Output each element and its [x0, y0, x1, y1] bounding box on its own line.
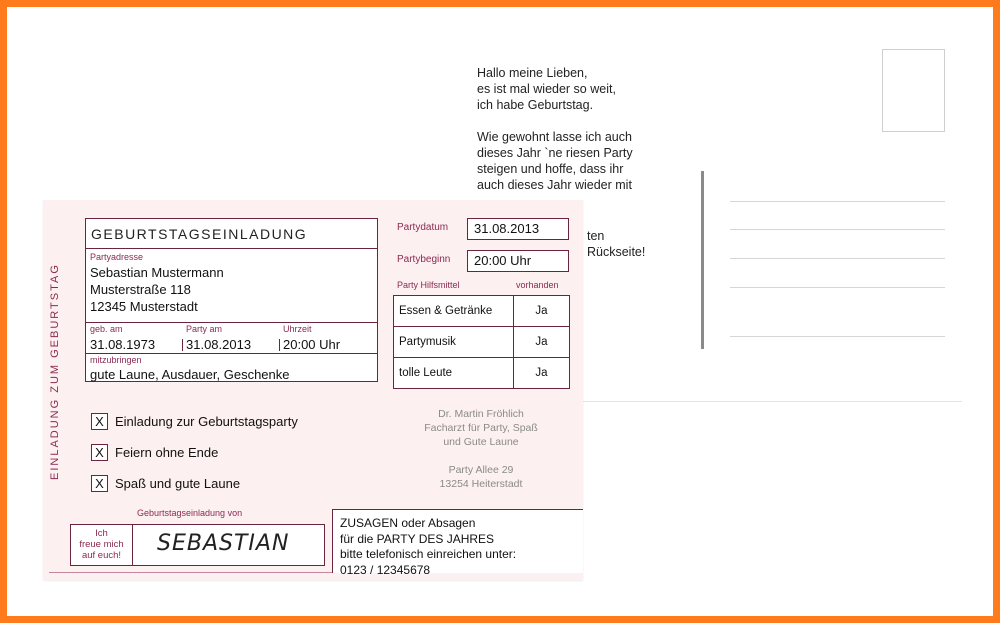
party-date-field: 31.08.2013: [467, 218, 569, 240]
rsvp-line: 0123 / 12345678: [340, 562, 431, 577]
letter-line: Hallo meine Lieben,: [477, 66, 588, 80]
party-start-field: 20:00 Uhr: [467, 250, 569, 272]
rsvp-box: [332, 509, 583, 577]
address-line: [730, 201, 945, 202]
birthdate-label: geb. am: [90, 324, 123, 334]
signature-name: SEBASTIAN: [157, 531, 290, 556]
party-date-field-label: Partydatum: [397, 222, 449, 233]
letter-line: auch dieses Jahr wieder mit: [477, 178, 632, 192]
birthdate-value: 31.08.1973: [90, 337, 156, 352]
note-line: Ich: [95, 528, 108, 539]
rsvp-line: bitte telefonisch einreichen unter:: [340, 547, 517, 561]
letter-text: [477, 65, 677, 209]
party-start-label: Partybeginn: [397, 254, 451, 265]
address-line: [730, 258, 945, 259]
address-line: [730, 229, 945, 230]
letter-line: ich habe Geburtstag.: [477, 98, 594, 112]
address-city: 12345 Musterstadt: [90, 299, 198, 314]
invitation-card: [43, 200, 583, 580]
note-line: auf euch!: [81, 550, 122, 561]
helper-item: tolle Leute: [394, 358, 514, 389]
table-row: [394, 296, 570, 327]
doctor-line: und Gute Laune: [443, 436, 519, 448]
letter-line: dieses Jahr `ne riesen Party: [477, 146, 633, 160]
signature-note: [71, 525, 133, 565]
table-row: [394, 358, 570, 389]
checkbox-celebrate-label: Feiern ohne Ende: [115, 445, 219, 460]
divider-bar: [701, 171, 704, 349]
party-date-label: Party am: [186, 324, 223, 334]
available-header: vorhanden: [516, 280, 559, 290]
table-row: [394, 327, 570, 358]
note-line: freue mich: [79, 539, 124, 550]
party-address-label: Partyadresse: [90, 252, 144, 262]
address-street: Musterstraße 118: [90, 282, 191, 297]
letter-line: Wie gewohnt lasse ich auch: [477, 130, 632, 144]
postcard-sheet: [7, 7, 993, 616]
doctor-address: [403, 407, 559, 491]
signature-label: Geburtstagseinladung von: [137, 508, 243, 518]
doctor-line: Facharzt für Party, Spaß: [424, 422, 538, 434]
card-bottom-line: [49, 572, 332, 573]
address-line: [730, 287, 945, 288]
checkbox-fun[interactable]: X: [91, 475, 108, 492]
rsvp-line: ZUSAGEN oder Absagen: [340, 516, 476, 530]
helpers-header: Party Hilfsmittel: [397, 280, 460, 290]
guest-info-box: [85, 218, 378, 382]
separator-line: [582, 401, 962, 402]
rsvp-line: für die PARTY DES JAHRES: [340, 531, 495, 546]
card-side-title: EINLADUNG ZUM GEBURTSTAG: [49, 263, 61, 480]
helper-status: Ja: [514, 327, 570, 358]
address-name: Sebastian Mustermann: [90, 265, 224, 280]
helpers-table: [393, 295, 570, 389]
doctor-line: Party Allee 29: [448, 464, 514, 476]
letter-overflow: [587, 228, 645, 260]
letter-line: Rückseite!: [587, 245, 646, 259]
letter-line: steigen und hoffe, dass ihr: [477, 162, 624, 176]
checkbox-celebrate[interactable]: X: [91, 444, 108, 461]
doctor-line: Dr. Martin Fröhlich: [438, 408, 524, 420]
helper-status: Ja: [514, 296, 570, 327]
address-line: [730, 336, 945, 337]
doctor-line: 13254 Heiterstadt: [439, 478, 523, 490]
time-label: Uhrzeit: [283, 324, 312, 334]
signature-box: [70, 524, 325, 566]
letter-line: ten: [587, 229, 605, 243]
stamp-box: [882, 49, 945, 132]
card-title: GEBURTSTAGSEINLADUNG: [86, 219, 377, 249]
helper-item: Essen & Getränke: [394, 296, 514, 327]
bring-label: mitzubringen: [90, 355, 142, 365]
bring-value: gute Laune, Ausdauer, Geschenke: [90, 367, 290, 382]
helper-item: Partymusik: [394, 327, 514, 358]
party-date-value: 31.08.2013: [182, 339, 251, 351]
checkbox-invitation-label: Einladung zur Geburtstagsparty: [115, 414, 298, 429]
letter-line: es ist mal wieder so weit,: [477, 82, 616, 96]
helper-status: Ja: [514, 358, 570, 389]
checkbox-invitation[interactable]: X: [91, 413, 108, 430]
time-value: 20:00 Uhr: [279, 339, 340, 351]
checkbox-fun-label: Spaß und gute Laune: [115, 476, 241, 491]
